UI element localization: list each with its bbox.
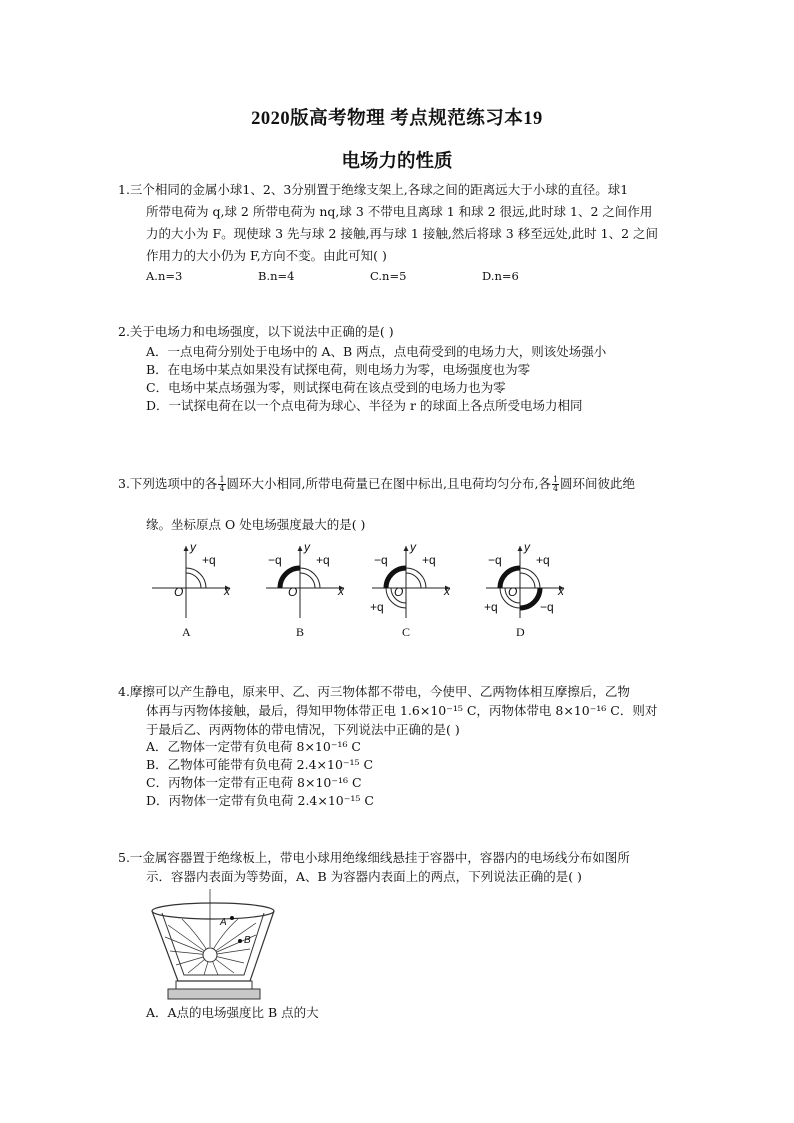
quarter-fraction: $\frac{1}{4}$	[219, 475, 225, 493]
charge-label: +q	[316, 553, 330, 567]
q5-line-2: 示．容器内表面为等势面，A、B 为容器内表面上的两点，下列说法正确的是( )	[146, 869, 582, 884]
q2-option-b: B．在电场中某点如果没有试探电荷，则电场力为零，电场强度也为零	[146, 362, 531, 377]
q1-line-2: 所带电荷为 q,球 2 所带电荷为 nq,球 3 不带电且离球 1 和球 2 很远,此时球 1、2 之间作用	[146, 204, 653, 219]
q2-option-c: C．电场中某点场强为零，则试探电荷在该点受到的电场力也为零	[146, 380, 506, 395]
y-axis-label: y	[410, 540, 416, 554]
charge-label: +q	[536, 553, 550, 567]
x-axis-label: x	[558, 584, 564, 598]
charge-label: +q	[202, 553, 216, 567]
option-letter: A	[182, 625, 191, 639]
q4-line-3: 于最后乙、丙两物体的带电情况，下列说法中正确的是( )	[146, 722, 460, 737]
charge-label: +q	[370, 600, 384, 614]
y-axis-label: y	[190, 540, 196, 554]
q1-line-3: 力的大小为 F。现使球 3 先与球 2 接触,再与球 1 接触,然后将球 3 移至远处,此时 1、2 之间	[146, 226, 659, 241]
origin-label: O	[508, 585, 518, 599]
charge-label: +q	[422, 553, 436, 567]
x-axis-label: x	[338, 584, 344, 598]
q1-option-a: A.n=3	[146, 269, 183, 283]
y-axis-label: y	[524, 540, 530, 554]
q1-line-1: 1.三个相同的金属小球1、2、3分别置于绝缘支架上,各球之间的距离远大于小球的直径。球1	[118, 182, 629, 197]
q4-option-c: C．丙物体一定带有正电荷 8×10⁻¹⁶ C	[146, 775, 362, 790]
q3-line-1	[118, 474, 635, 494]
origin-label: O	[174, 585, 184, 599]
charge-label: −q	[374, 553, 388, 567]
q2-option-a: A．一点电荷分别处于电场中的 A、B 两点，点电荷受到的电场力大，则该处场强小	[146, 344, 607, 359]
quarter-fraction: $\frac{1}{4}$	[552, 475, 559, 493]
option-letter: B	[296, 625, 305, 639]
q4-option-a: A．乙物体一定带有负电荷 8×10⁻¹⁶ C	[146, 739, 361, 754]
diagram-b	[264, 540, 348, 640]
diagram-c	[370, 540, 454, 640]
charge-label: +q	[484, 600, 498, 614]
q1-option-b: B.n=4	[258, 269, 295, 283]
q1-line-4: 作用力的大小仍为 F,方向不变。由此可知( )	[146, 248, 387, 263]
q4-line-1: 4.摩擦可以产生静电，原来甲、乙、丙三物体都不带电，今使甲、乙两物体相互摩擦后，乙物	[118, 684, 630, 699]
charge-label: −q	[488, 553, 502, 567]
origin-label: O	[288, 585, 298, 599]
q5-line-1: 5.一金属容器置于绝缘板上，带电小球用绝缘细线悬挂于容器中，容器内的电场线分布如图所	[118, 850, 630, 865]
diagram-a	[150, 540, 234, 640]
q3-line-1-part-a: 3.下列选项中的各	[118, 476, 218, 491]
q3-line-1-part-c: 圆环间彼此绝	[560, 476, 636, 491]
q3-line-2: 缘。坐标原点 O 处电场强度最大的是( )	[146, 517, 366, 532]
x-axis-label: x	[224, 584, 230, 598]
q1-option-d: D.n=6	[482, 269, 519, 283]
q4-option-d: D．丙物体一定带有负电荷 2.4×10⁻¹⁵ C	[146, 793, 374, 808]
section-title: 电场力的性质	[341, 152, 453, 172]
point-a-label: A	[220, 917, 227, 928]
y-axis-label: y	[304, 540, 310, 554]
q4-option-b: B．乙物体可能带有负电荷 2.4×10⁻¹⁵ C	[146, 757, 374, 772]
q3-line-1-part-b: 圆环大小相同,所带电荷量已在图中标出,且电荷均匀分布,各	[226, 476, 551, 491]
q2-option-d: D．一试探电荷在以一个点电荷为球心、半径为 r 的球面上各点所受电场力相同	[146, 398, 583, 413]
point-b-label: B	[244, 935, 251, 946]
q1-option-c: C.n=5	[370, 269, 407, 283]
x-axis-label: x	[444, 584, 450, 598]
q2-stem: 2.关于电场力和电场强度，以下说法中正确的是( )	[118, 324, 394, 339]
option-letter: C	[402, 625, 411, 639]
page-title: 2020版高考物理 考点规范练习本19	[251, 109, 543, 129]
q4-line-2: 体再与丙物体接触，最后，得知甲物体带正电 1.6×10⁻¹⁵ C，丙物体带电 8×10⁻¹⁶ C．则对	[146, 703, 658, 718]
charge-label: −q	[268, 553, 282, 567]
field-lines-figure	[148, 885, 278, 1003]
charge-label: −q	[540, 600, 554, 614]
q5-option-a: A．A点的电场强度比 B 点的大	[146, 1005, 319, 1020]
origin-label: O	[394, 585, 404, 599]
metal-container-diagram	[148, 885, 278, 1003]
option-letter: D	[516, 625, 525, 639]
diagram-d	[484, 540, 568, 640]
